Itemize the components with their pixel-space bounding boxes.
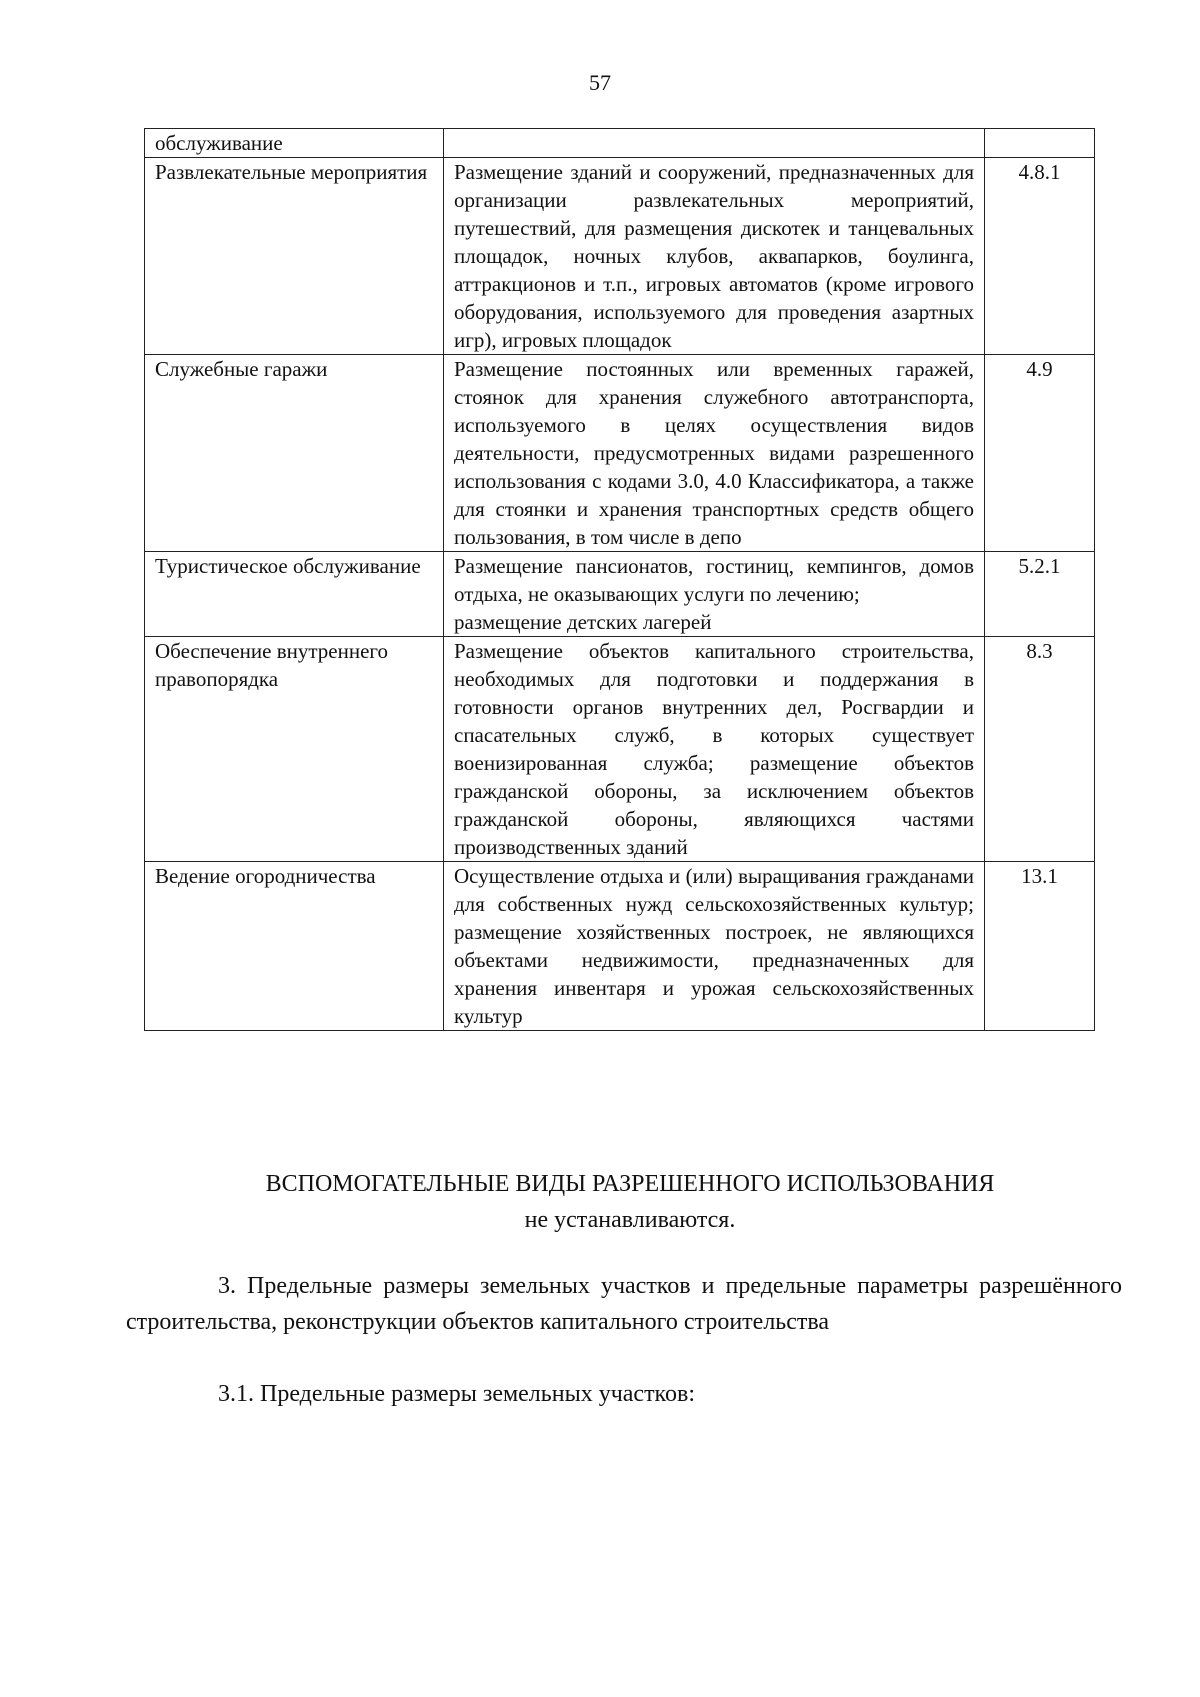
table-row — [145, 862, 1095, 1031]
table-row — [145, 129, 1095, 158]
auxiliary-uses-heading — [0, 1166, 1200, 1238]
use-name-cell: Ведение огородничества — [145, 862, 444, 1031]
use-description-cell: Размещение объектов капитального строительства, необходимых для подготовки и поддержания в готовности органов внутренних дел, Росгвардии и спасательных служб, в которых существует военизированная служба; размещение объектов гражданской обороны, за исключением объектов гражданской обороны, являющихся частями производственных зданий — [444, 637, 985, 862]
table-row — [145, 637, 1095, 862]
use-code-cell: 4.9 — [985, 355, 1095, 552]
permitted-use-table — [144, 128, 1095, 1031]
use-name-cell: обслуживание — [145, 129, 444, 158]
table-row — [145, 355, 1095, 552]
use-description-cell: Размещение зданий и сооружений, предназначенных для организации развлекательных мероприятий, путешествий, для размещения дискотек и танцевальных площадок, ночных клубов, аквапарков, боулинга, аттракционов и т.п., игровых автоматов (кроме игрового оборудования, используемого для проведения азартных игр), игровых площадок — [444, 158, 985, 355]
use-description-cell — [444, 552, 985, 637]
use-name-cell: Служебные гаражи — [145, 355, 444, 552]
use-code-cell: 8.3 — [985, 637, 1095, 862]
auxiliary-heading-title: ВСПОМОГАТЕЛЬНЫЕ ВИДЫ РАЗРЕШЕННОГО ИСПОЛЬЗОВАНИЯ — [265, 1171, 995, 1197]
use-code-cell: 4.8.1 — [985, 158, 1095, 355]
section-3-1-paragraph: 3.1. Предельные размеры земельных участков: — [218, 1381, 695, 1407]
auxiliary-heading-subtitle: не устанавливаются. — [524, 1207, 736, 1233]
use-description-cell — [444, 129, 985, 158]
section-3-paragraph: 3. Предельные размеры земельных участков и предельные параметры разрешённого строительства, реконструкции объектов капитального строительства — [126, 1273, 1122, 1335]
use-name-cell: Обеспечение внутреннего правопорядка — [145, 637, 444, 862]
table-row — [145, 158, 1095, 355]
use-description-cell: Осуществление отдыха и (или) выращивания гражданами для собственных нужд сельскохозяйственных культур; размещение хозяйственных построек, не являющихся объектами недвижимости, предназначенных для хранения инвентаря и урожая сельскохозяйственных культур — [444, 862, 985, 1031]
use-code-cell: 5.2.1 — [985, 552, 1095, 637]
table-row — [145, 552, 1095, 637]
use-description-cell: Размещение постоянных или временных гаражей, стоянок для хранения служебного автотранспорта, используемого в целях осуществления видов деятельности, предусмотренных видами разрешенного использования с кодами 3.0, 4.0 Классификатора, а также для стоянки и хранения транспортных средств общего пользования, в том числе в депо — [444, 355, 985, 552]
use-description-line: размещение детских лагерей — [454, 610, 712, 634]
use-name-cell: Развлекательные мероприятия — [145, 158, 444, 355]
use-code-cell — [985, 129, 1095, 158]
page-number: 57 — [589, 70, 611, 95]
use-code-cell: 13.1 — [985, 862, 1095, 1031]
use-name-cell: Туристическое обслуживание — [145, 552, 444, 637]
use-description-line: Размещение пансионатов, гостиниц, кемпингов, домов отдыха, не оказывающих услуги по лечению; — [454, 554, 974, 606]
